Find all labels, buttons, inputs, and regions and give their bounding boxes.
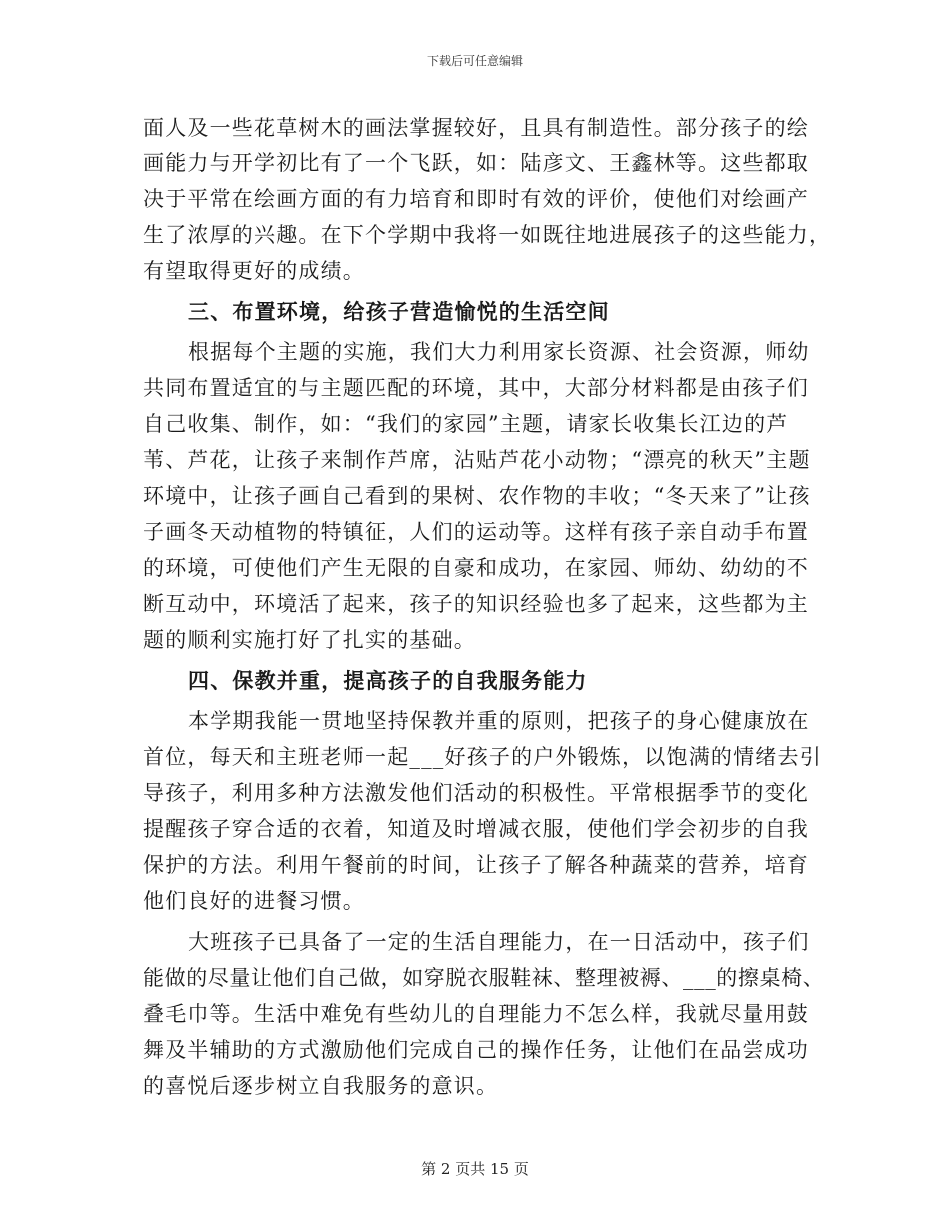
body-line: 决于平常在绘画方面的有力培育和即时有效的评价，使他们对绘画产 bbox=[143, 187, 809, 211]
body-line: 子画冬天动植物的特镇征，人们的运动等。这样有孩子亲自动手布置 bbox=[143, 520, 809, 544]
body-line: 共同布置适宜的与主题匹配的环境，其中，大部分材料都是由孩子们 bbox=[143, 376, 809, 400]
body-line: 舞及半辅助的方式激励他们完成自己的操作任务，让他们在品尝成功 bbox=[143, 1038, 809, 1062]
body-line: 大班孩子已具备了一定的生活自理能力，在一日活动中，孩子们 bbox=[188, 930, 810, 954]
section-heading-4: 四、保教并重，提高孩子的自我服务能力 bbox=[188, 668, 588, 693]
body-line: 根据每个主题的实施，我们大力利用家长资源、社会资源，师幼 bbox=[188, 340, 810, 364]
body-line: 首位，每天和主班老师一起___好孩子的户外锻炼，以饱满的情绪去引 bbox=[143, 745, 822, 769]
page-number: 第 2 页共 15 页 bbox=[421, 1160, 529, 1178]
body-line: 的喜悦后逐步树立自我服务的意识。 bbox=[143, 1074, 499, 1098]
body-line: 保护的方法。利用午餐前的时间，让孩子了解各种蔬菜的营养，培育 bbox=[143, 853, 809, 877]
section-heading-3: 三、布置环境，给孩子营造愉悦的生活空间 bbox=[188, 299, 610, 324]
body-line: 自己收集、制作，如：“我们的家园”主题，请家长收集长江边的芦 bbox=[143, 412, 789, 436]
body-line: 叠毛巾等。生活中难免有些幼儿的自理能力不怎么样，我就尽量用鼓 bbox=[143, 1002, 809, 1026]
page-header-note: 下载后可任意编辑 bbox=[426, 54, 523, 68]
body-line: 生了浓厚的兴趣。在下个学期中我将一如既往地进展孩子的这些能力， bbox=[143, 223, 832, 247]
body-line: 苇、芦花，让孩子来制作芦席，沾贴芦花小动物；“漂亮的秋天”主题 bbox=[143, 448, 811, 472]
body-line: 能做的尽量让他们自己做，如穿脱衣服鞋袜、整理被褥、___的擦桌椅、 bbox=[143, 966, 825, 990]
body-line: 画能力与开学初比有了一个飞跃，如：陆彦文、王鑫林等。这些都取 bbox=[143, 151, 809, 175]
body-line: 导孩子，利用多种方法激发他们活动的积极性。平常根据季节的变化 bbox=[143, 781, 809, 805]
body-line: 有望取得更好的成绩。 bbox=[143, 259, 365, 283]
body-line: 题的顺利实施打好了扎实的基础。 bbox=[143, 628, 476, 652]
body-line: 他们良好的进餐习惯。 bbox=[143, 889, 365, 913]
body-line: 的环境，可使他们产生无限的自豪和成功，在家园、师幼、幼幼的不 bbox=[143, 556, 809, 580]
body-line: 环境中，让孩子画自己看到的果树、农作物的丰收；“冬天来了”让孩 bbox=[143, 484, 811, 508]
body-line: 本学期我能一贯地坚持保教并重的原则，把孩子的身心健康放在 bbox=[188, 709, 810, 733]
body-line: 提醒孩子穿合适的衣着，知道及时增减衣服，使他们学会初步的自我 bbox=[143, 817, 809, 841]
body-line: 面人及一些花草树木的画法掌握较好，且具有制造性。部分孩子的绘 bbox=[143, 116, 809, 140]
body-line: 断互动中，环境活了起来，孩子的知识经验也多了起来，这些都为主 bbox=[143, 592, 809, 616]
